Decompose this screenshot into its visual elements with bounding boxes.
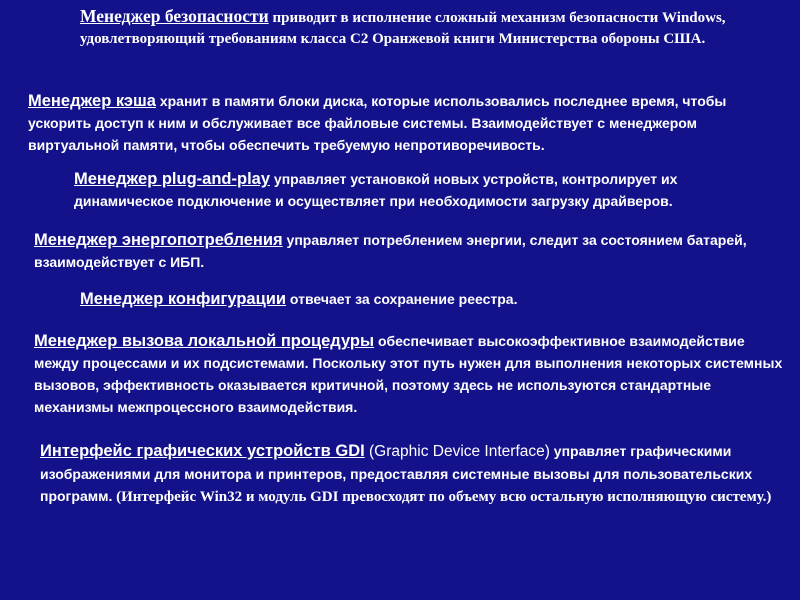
term-gdi: Интерфейс графических устройств GDI [40, 442, 365, 460]
paragraph-pnp-manager [74, 168, 774, 212]
description-config-manager: отвечает за сохранение реестра. [286, 291, 518, 307]
description-gdi-note: (Интерфейс Win32 и модуль GDI превосходят по объему всю остальную исполняющую систему.) [112, 489, 772, 505]
term-security-manager: Менеджер безопасности [80, 6, 269, 26]
description-gdi: управляет графическими изображениями для монитора и принтеров, предоставляя системные вызовы для пользовательских программ. [40, 443, 753, 504]
paragraph-config-manager [80, 288, 760, 310]
term-gdi-english: (Graphic Device Interface) [364, 443, 550, 460]
description-security-manager: приводит в исполнение сложный механизм безопасности Windows, удовлетворяющий требованиям класса С2 Оранжевой книги Министерства обороны США. [80, 10, 726, 47]
description-power-manager: управляет потреблением энергии, следит за состоянием батарей, взаимодействует с ИБП. [34, 232, 747, 270]
term-pnp-manager: Менеджер plug-and-play [74, 170, 271, 188]
description-lpc-manager: обеспечивает высокоэффективное взаимодействие между процессами и их подсистемами. Поскольку этот путь нужен для выполнения некоторых системных вызовов, эффективность оказывается критичной, поэтому здесь не используются стандартные механизмы межпроцессного взаимодействия. [34, 333, 783, 415]
paragraph-gdi [40, 440, 780, 508]
term-cache-manager: Менеджер кэша [28, 92, 156, 110]
description-pnp-manager: управляет установкой новых устройств, контролирует их динамическое подключение и осуществляет при необходимости загрузку драйверов. [74, 171, 678, 209]
term-power-manager: Менеджер энергопотребления [34, 231, 283, 249]
paragraph-lpc-manager [34, 330, 784, 418]
description-cache-manager: хранит в памяти блоки диска, которые использовались последнее время, чтобы ускорить доступ к ним и обслуживает все файловые системы. Взаимодействует с менеджером виртуальной памяти, чтобы обеспечить требуемую непротиворечивость. [28, 93, 727, 153]
paragraph-cache-manager [28, 90, 768, 156]
paragraph-security-manager [80, 6, 760, 50]
paragraph-power-manager [34, 229, 774, 273]
term-config-manager: Менеджер конфигурации [80, 290, 287, 308]
term-lpc-manager: Менеджер вызова локальной процедуры [34, 332, 375, 350]
